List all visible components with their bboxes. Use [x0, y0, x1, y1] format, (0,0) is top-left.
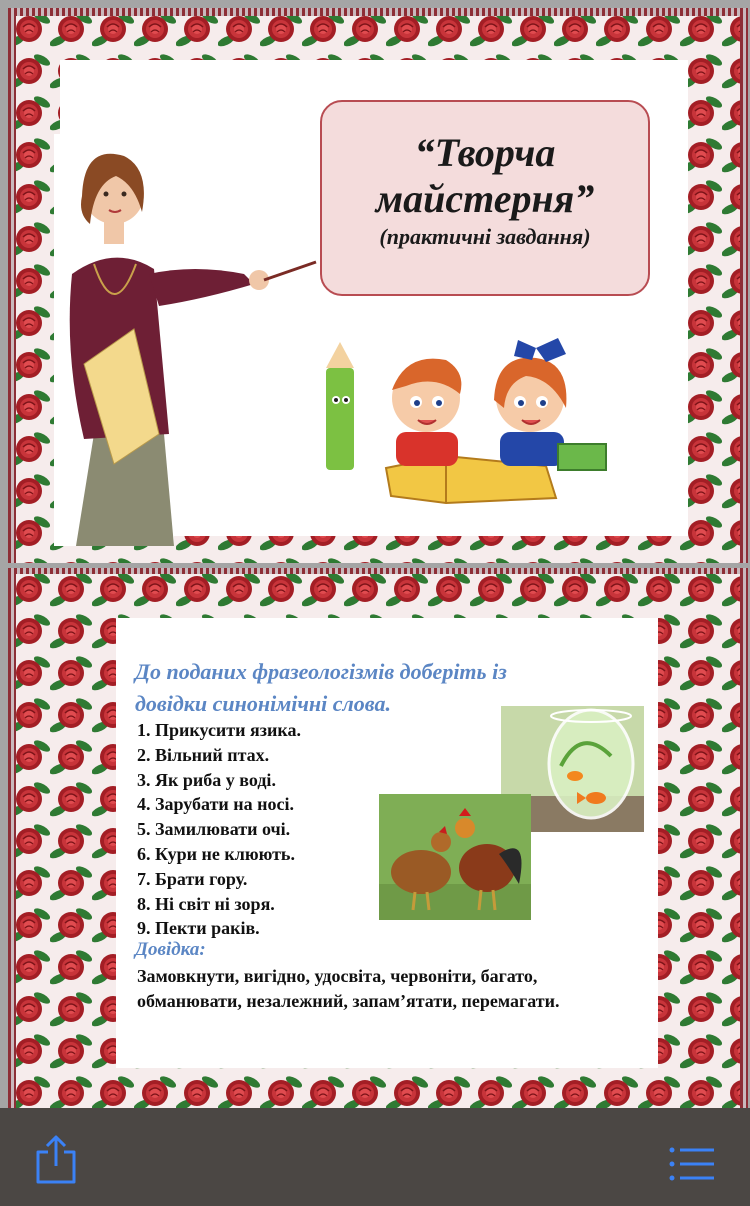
subtitle: (практичні завдання) [379, 224, 591, 249]
list-item: 9. Пекти раків. [137, 918, 260, 939]
title-box [320, 100, 650, 296]
floral-frame [8, 568, 748, 1108]
slide-title [8, 8, 748, 563]
list-item: 5. Замилювати очі. [137, 819, 291, 840]
share-icon [34, 1134, 78, 1186]
list-item: 3. Як риба у воді. [137, 769, 276, 790]
list-item: 7. Брати гору. [137, 868, 248, 889]
list-item: 8. Ні світ ні зоря. [137, 893, 275, 914]
list-item: 4. Зарубати на носі. [137, 794, 295, 815]
list-item: 6. Кури не клюють. [137, 843, 295, 864]
share-button[interactable] [34, 1134, 78, 1186]
kids-reading-illustration [296, 338, 616, 510]
hens-image [379, 794, 531, 920]
reference-text: Замовкнути, вигідно, удосвіта, червоніти, багато, обманювати, незалежний, запам’ятати, перемагати. [137, 966, 560, 1011]
title-line-2: майстерня” [375, 176, 595, 221]
slide-task [8, 568, 748, 1108]
phraseology-list [137, 718, 301, 941]
bottom-toolbar [0, 1108, 750, 1206]
task-line-2: довідки синонімічні слова. [135, 691, 391, 716]
list-item: 2. Вільний птах. [137, 744, 270, 765]
list-button[interactable] [668, 1146, 716, 1182]
list-icon [668, 1146, 716, 1182]
reference-label: Довідка: [135, 939, 206, 960]
teacher-illustration [54, 134, 324, 546]
list-item: 1. Прикусити язика. [137, 720, 301, 740]
task-line-1: До поданих фразеологізмів доберіть із [135, 659, 507, 684]
title-line-1: “Творча [414, 130, 556, 175]
task-instruction [135, 656, 507, 720]
